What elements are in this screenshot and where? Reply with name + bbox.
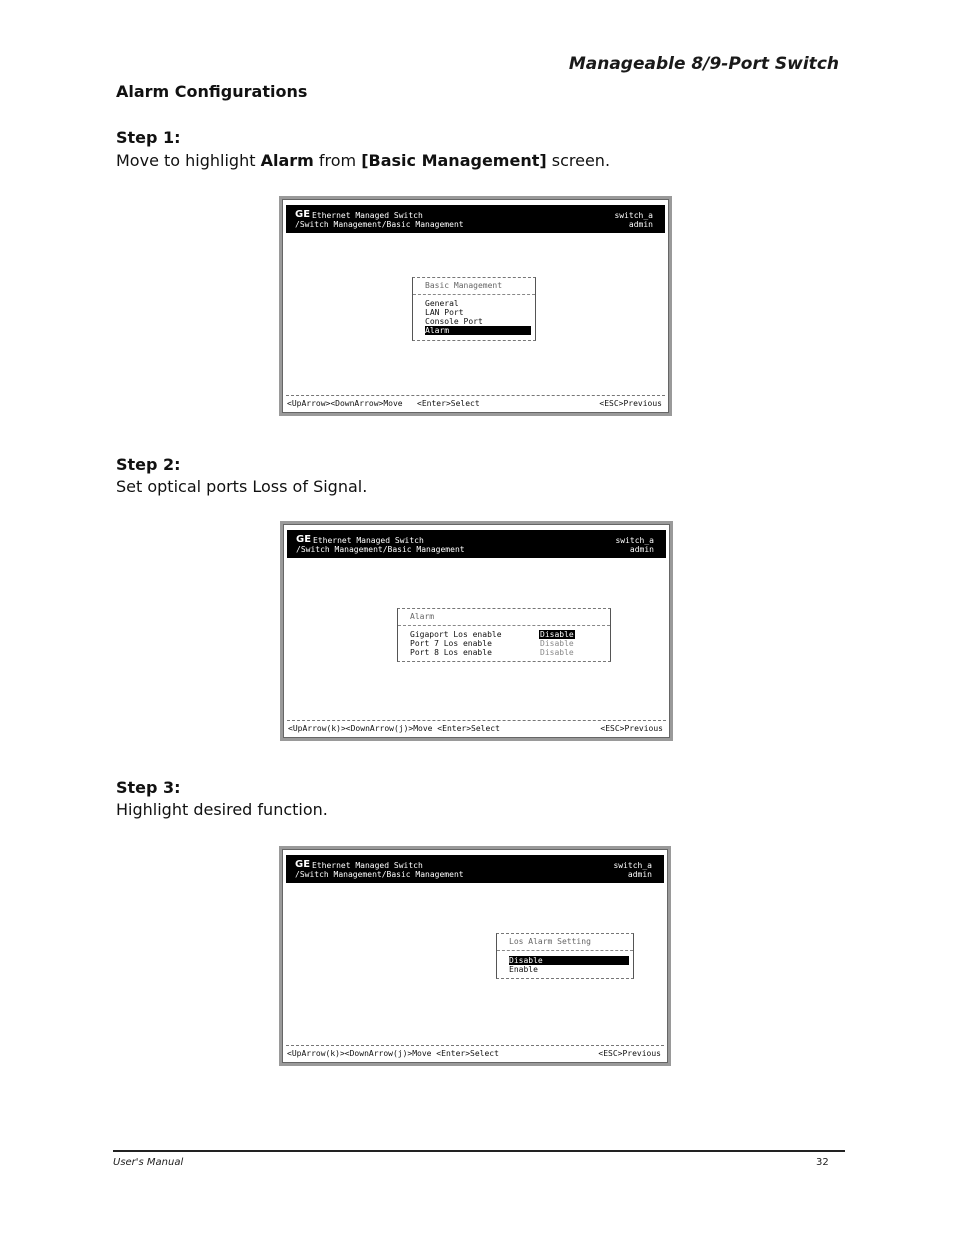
username: admin — [629, 545, 654, 554]
alarm-row-label-port-8[interactable]: Port 8 Los enable — [410, 648, 492, 657]
menu-title: Basic Management — [425, 281, 503, 290]
step-3-text: Highlight desired function. — [116, 800, 328, 819]
menu-title: Alarm — [410, 612, 435, 621]
product-name: Ethernet Managed Switch — [312, 211, 423, 220]
alarm-row-label-port-7[interactable]: Port 7 Los enable — [410, 639, 492, 648]
terminal-screenshot-basic-management — [279, 196, 672, 416]
page-number: 32 — [816, 1157, 829, 1168]
footer-divider — [113, 1150, 845, 1152]
terminal-footer-divider — [286, 395, 665, 396]
menu-path: /Switch Management/Basic Management — [296, 545, 465, 554]
esc-previous-hint: <ESC>Previous — [599, 399, 662, 408]
terminal-screenshot-alarm — [280, 521, 673, 741]
ge-logo: GE — [295, 209, 311, 220]
hostname: switch_a — [613, 861, 652, 870]
section-title: Alarm Configurations — [116, 82, 308, 101]
footer-manual-title: User's Manual — [113, 1157, 184, 1168]
step-1-text-part: screen. — [546, 151, 611, 170]
esc-previous-hint: <ESC>Previous — [598, 1049, 661, 1058]
key-help-text: <UpArrow(k)><DownArrow(j)>Move <Enter>Select — [288, 724, 500, 733]
step-1-text-emphasis-basic-management: [Basic Management] — [361, 151, 547, 170]
terminal-screenshot-los-alarm-setting — [279, 846, 671, 1066]
menu-item-enable[interactable]: Enable — [509, 965, 538, 974]
terminal-footer-divider — [287, 720, 666, 721]
basic-management-menu — [412, 277, 536, 341]
key-help-text: <UpArrow(k)><DownArrow(j)>Move <Enter>Select — [287, 1049, 499, 1058]
ge-logo: GE — [296, 534, 312, 545]
terminal-title-bar — [286, 855, 664, 883]
menu-item-general[interactable]: General — [425, 299, 459, 308]
step-1-text-part: Move to highlight — [116, 151, 261, 170]
menu-title: Los Alarm Setting — [509, 937, 591, 946]
step-1-text-emphasis-alarm: Alarm — [260, 151, 314, 170]
document-header-title: Manageable 8/9-Port Switch — [568, 54, 839, 74]
menu-divider — [497, 950, 633, 951]
alarm-row-value-port-8[interactable]: Disable — [540, 648, 574, 657]
menu-item-console-port[interactable]: Console Port — [425, 317, 483, 326]
alarm-row-label-gigaport[interactable]: Gigaport Los enable — [410, 630, 502, 639]
menu-path: /Switch Management/Basic Management — [295, 220, 464, 229]
menu-item-alarm[interactable]: Alarm — [425, 326, 531, 335]
username: admin — [627, 870, 652, 879]
menu-divider — [413, 294, 535, 295]
step-1-label: Step 1: — [116, 128, 181, 147]
ge-logo: GE — [295, 859, 311, 870]
terminal-title-bar — [286, 205, 665, 233]
hostname: switch_a — [615, 536, 654, 545]
username: admin — [628, 220, 653, 229]
hostname: switch_a — [614, 211, 653, 220]
product-name: Ethernet Managed Switch — [313, 536, 424, 545]
alarm-row-value-port-7[interactable]: Disable — [540, 639, 574, 648]
alarm-menu — [397, 608, 611, 662]
terminal-title-bar — [287, 530, 666, 558]
menu-divider — [398, 625, 610, 626]
step-2-label: Step 2: — [116, 455, 181, 474]
esc-previous-hint: <ESC>Previous — [600, 724, 663, 733]
los-alarm-setting-menu — [496, 933, 634, 979]
step-3-label: Step 3: — [116, 778, 181, 797]
alarm-row-value-gigaport[interactable]: Disable — [540, 630, 574, 639]
key-help-text: <UpArrow><DownArrow>Move <Enter>Select — [287, 399, 480, 408]
step-2-text: Set optical ports Loss of Signal. — [116, 477, 368, 496]
step-1-text — [116, 151, 610, 170]
menu-path: /Switch Management/Basic Management — [295, 870, 464, 879]
terminal-footer-divider — [286, 1045, 664, 1046]
menu-item-lan-port[interactable]: LAN Port — [425, 308, 464, 317]
menu-item-disable[interactable]: Disable — [509, 956, 629, 965]
product-name: Ethernet Managed Switch — [312, 861, 423, 870]
step-1-text-part: from — [313, 151, 362, 170]
